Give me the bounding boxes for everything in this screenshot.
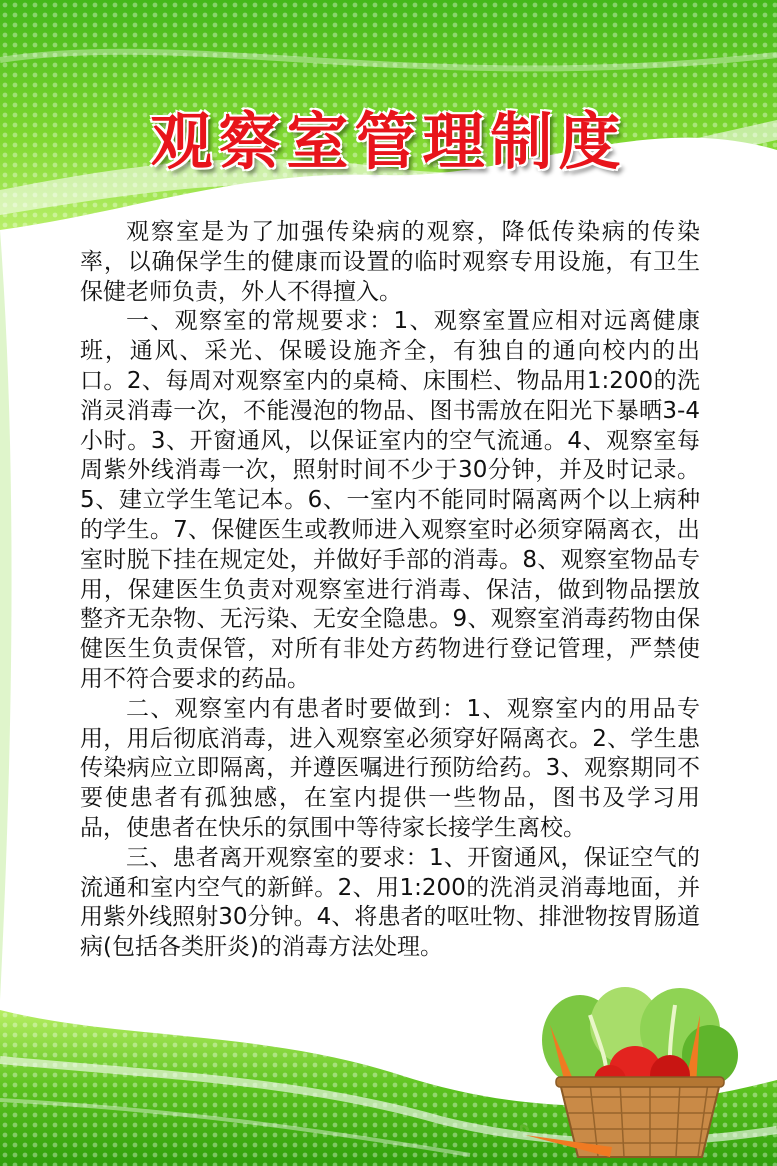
section-one-paragraph: 一、观察室的常规要求：1、观察室置应相对远离健康班，通风、采光、保暖设施齐全，有独自的通向校内的出口。2、每周对观察室内的桌椅、床围栏、物品用1:200的洗消灵消毒一次，不能漫泡的物品、图书需放在阳光下暴晒3-4小时。3、开窗通风，以保证室内的空气流通。4、观察室每周紫外线消毒一次，照射时间不少于30分钟，并及时记录。5、建立学生笔记本。6、一室内不能同时隔离两个以上病种的学生。7、保健医生或教师进入观察室时必须穿隔离衣，出室时脱下挂在规定处，并做好手部的消毒。8、观察室物品专用，保建医生负责对观察室进行消毒、保洁，做到物品摆放整齐无杂物、无污染、无安全隐患。9、观察室消毒药物由保健医生负责保管，对所有非处方药物进行登记管理，严禁使用不符合要求的药品。 — [80, 308, 700, 692]
intro-paragraph: 观察室是为了加强传染病的观察，降低传染病的传染率，以确保学生的健康而设置的临时观察专用设施，有卫生保健老师负责，外人不得擅入。 — [80, 219, 700, 305]
page-title: 观察室管理制度 — [150, 105, 627, 178]
regulation-text — [80, 218, 700, 963]
section-three-paragraph: 三、患者离开观察室的要求：1、开窗通风，保证空气的流通和室内空气的新鲜。2、用1:200的洗消灵消毒地面，并用紫外线照射30分钟。4、将患者的呕吐物、排泄物按胃肠道病(包括各类肝炎)的消毒方法处理。 — [80, 844, 700, 961]
vegetable-basket-icon — [520, 985, 755, 1165]
section-two-paragraph: 二、观察室内有患者时要做到：1、观察室内的用品专用，用后彻底消毒，进入观察室必须穿好隔离衣。2、学生患传染病应立即隔离，并遵医嘱进行预防给药。3、观察期同不要使患者有孤独感，在室内提供一些物品，图书及学习用品，使患者在快乐的氛围中等待家长接学生离校。 — [80, 695, 700, 841]
